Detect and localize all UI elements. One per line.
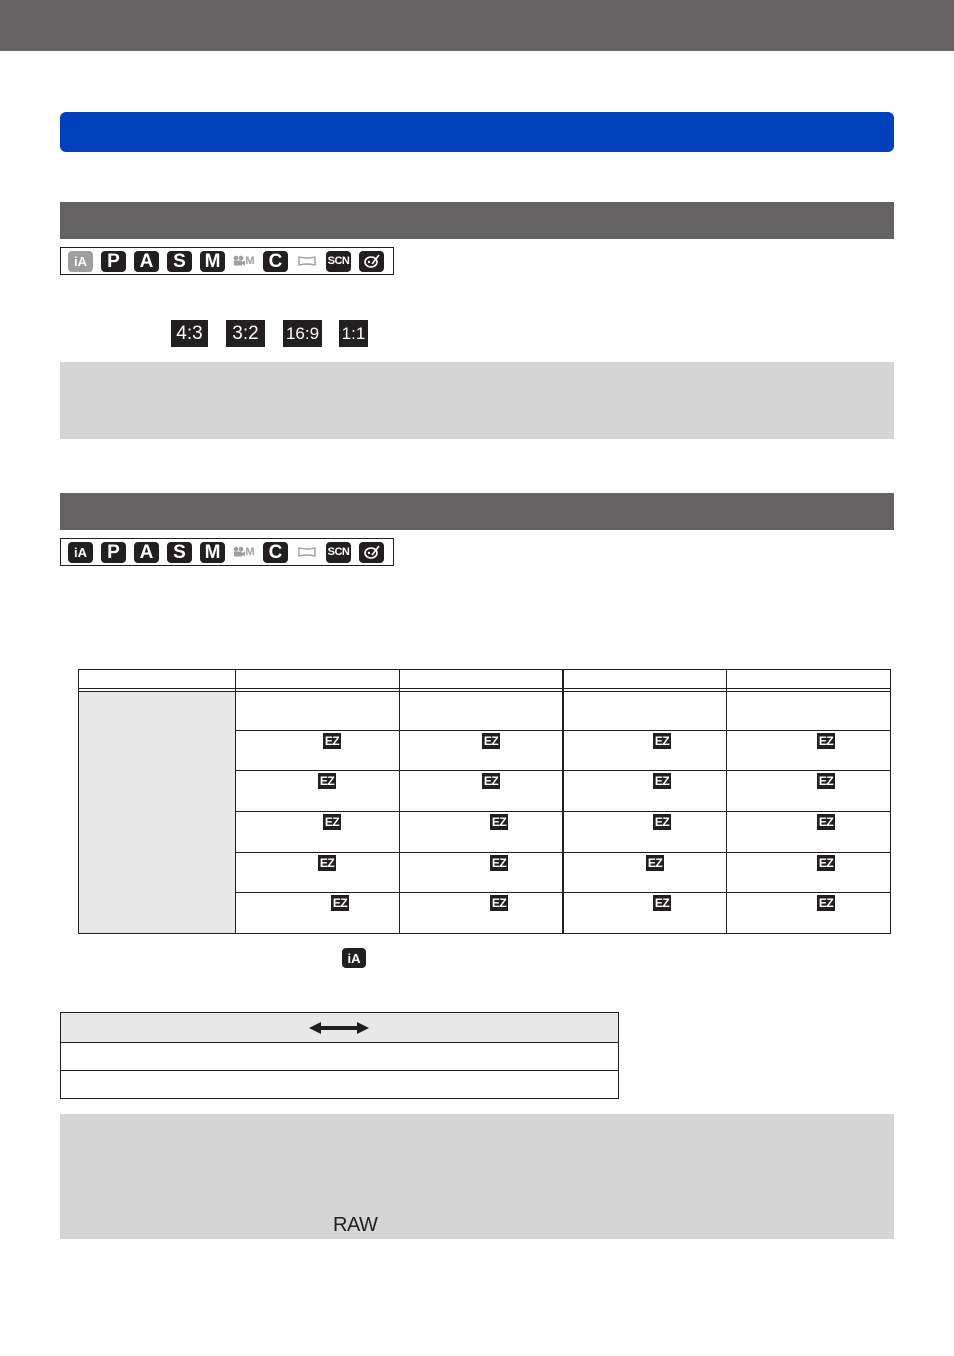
m-mode-icon: M bbox=[200, 251, 225, 272]
panorama-icon bbox=[298, 255, 316, 267]
creative-control-mode-icon bbox=[359, 542, 384, 563]
a-mode-icon: A bbox=[134, 251, 159, 272]
ia-mode-icon: iA bbox=[68, 251, 93, 272]
ez-icon: EZ bbox=[491, 815, 507, 829]
raw-quality-icon: RAW bbox=[333, 1214, 378, 1236]
page-top-bar bbox=[0, 0, 954, 51]
ez-icon: EZ bbox=[483, 774, 499, 788]
zoom-range-table bbox=[60, 1012, 619, 1099]
aspect-1-1-icon: 1:1 bbox=[339, 320, 368, 347]
table-rule bbox=[61, 1070, 618, 1071]
table-rule bbox=[78, 691, 891, 692]
zoom-range-table-header bbox=[61, 1013, 618, 1043]
movie-camera-icon bbox=[233, 255, 245, 267]
ez-icon: EZ bbox=[818, 774, 834, 788]
ez-icon: EZ bbox=[319, 774, 335, 788]
ia-mode-icon-active: iA bbox=[68, 542, 93, 563]
panorama-icon bbox=[298, 546, 316, 558]
a-mode-icon: A bbox=[134, 542, 159, 563]
double-arrow-icon bbox=[309, 1020, 369, 1036]
aspect-4-3-icon: 4:3 bbox=[171, 320, 208, 347]
ez-icon: EZ bbox=[319, 856, 335, 870]
ez-icon: EZ bbox=[491, 856, 507, 870]
p-mode-icon: P bbox=[101, 542, 126, 563]
ez-icon: EZ bbox=[818, 815, 834, 829]
m-mode-icon: M bbox=[200, 542, 225, 563]
creative-control-mode-icon bbox=[359, 251, 384, 272]
ez-icon: EZ bbox=[332, 896, 348, 910]
table-rule bbox=[235, 669, 236, 934]
ez-icon: EZ bbox=[483, 734, 499, 748]
ez-icon: EZ bbox=[818, 896, 834, 910]
c-mode-icon: C bbox=[263, 542, 288, 563]
table-rule bbox=[726, 669, 727, 934]
aspect-16-9-icon: 16:9 bbox=[283, 320, 322, 347]
table-row-header-column bbox=[79, 691, 235, 933]
ez-icon: EZ bbox=[818, 856, 834, 870]
table-rule bbox=[78, 933, 891, 934]
ez-icon: EZ bbox=[324, 734, 340, 748]
aspect-3-2-icon: 3:2 bbox=[226, 320, 265, 347]
recording-mode-strip-2 bbox=[60, 538, 394, 566]
movie-camera-icon bbox=[233, 546, 245, 558]
c-mode-icon: C bbox=[263, 251, 288, 272]
ez-icon: EZ bbox=[654, 815, 670, 829]
movie-m-mode-icon: M bbox=[233, 251, 255, 272]
ez-icon: EZ bbox=[654, 774, 670, 788]
s-mode-icon: S bbox=[167, 251, 192, 272]
recording-mode-strip-1 bbox=[60, 247, 394, 275]
ez-icon: EZ bbox=[647, 856, 663, 870]
table-rule bbox=[562, 669, 564, 934]
panorama-mode-icon bbox=[296, 251, 318, 272]
chapter-title-bar bbox=[60, 112, 894, 152]
palette-icon bbox=[363, 544, 381, 560]
movie-m-mode-icon: M bbox=[233, 542, 255, 563]
section-header-bar-2 bbox=[60, 493, 894, 530]
table-rule bbox=[399, 669, 400, 934]
table-rule bbox=[78, 688, 891, 689]
table-rule bbox=[890, 669, 891, 934]
scn-mode-icon: SCN bbox=[326, 251, 351, 272]
ez-icon: EZ bbox=[491, 896, 507, 910]
ez-icon: EZ bbox=[654, 734, 670, 748]
ez-icon: EZ bbox=[324, 815, 340, 829]
palette-icon bbox=[363, 253, 381, 269]
panorama-mode-icon bbox=[296, 542, 318, 563]
p-mode-icon: P bbox=[101, 251, 126, 272]
note-box-1 bbox=[60, 362, 894, 439]
ia-mode-icon-inline: iA bbox=[342, 948, 366, 968]
section-header-bar-1 bbox=[60, 202, 894, 239]
scn-mode-icon: SCN bbox=[326, 542, 351, 563]
ez-icon: EZ bbox=[818, 734, 834, 748]
picture-size-table bbox=[78, 669, 891, 934]
note-box-2 bbox=[60, 1114, 894, 1239]
table-rule bbox=[78, 669, 891, 670]
s-mode-icon: S bbox=[167, 542, 192, 563]
ez-icon: EZ bbox=[654, 896, 670, 910]
table-rule bbox=[78, 669, 79, 934]
